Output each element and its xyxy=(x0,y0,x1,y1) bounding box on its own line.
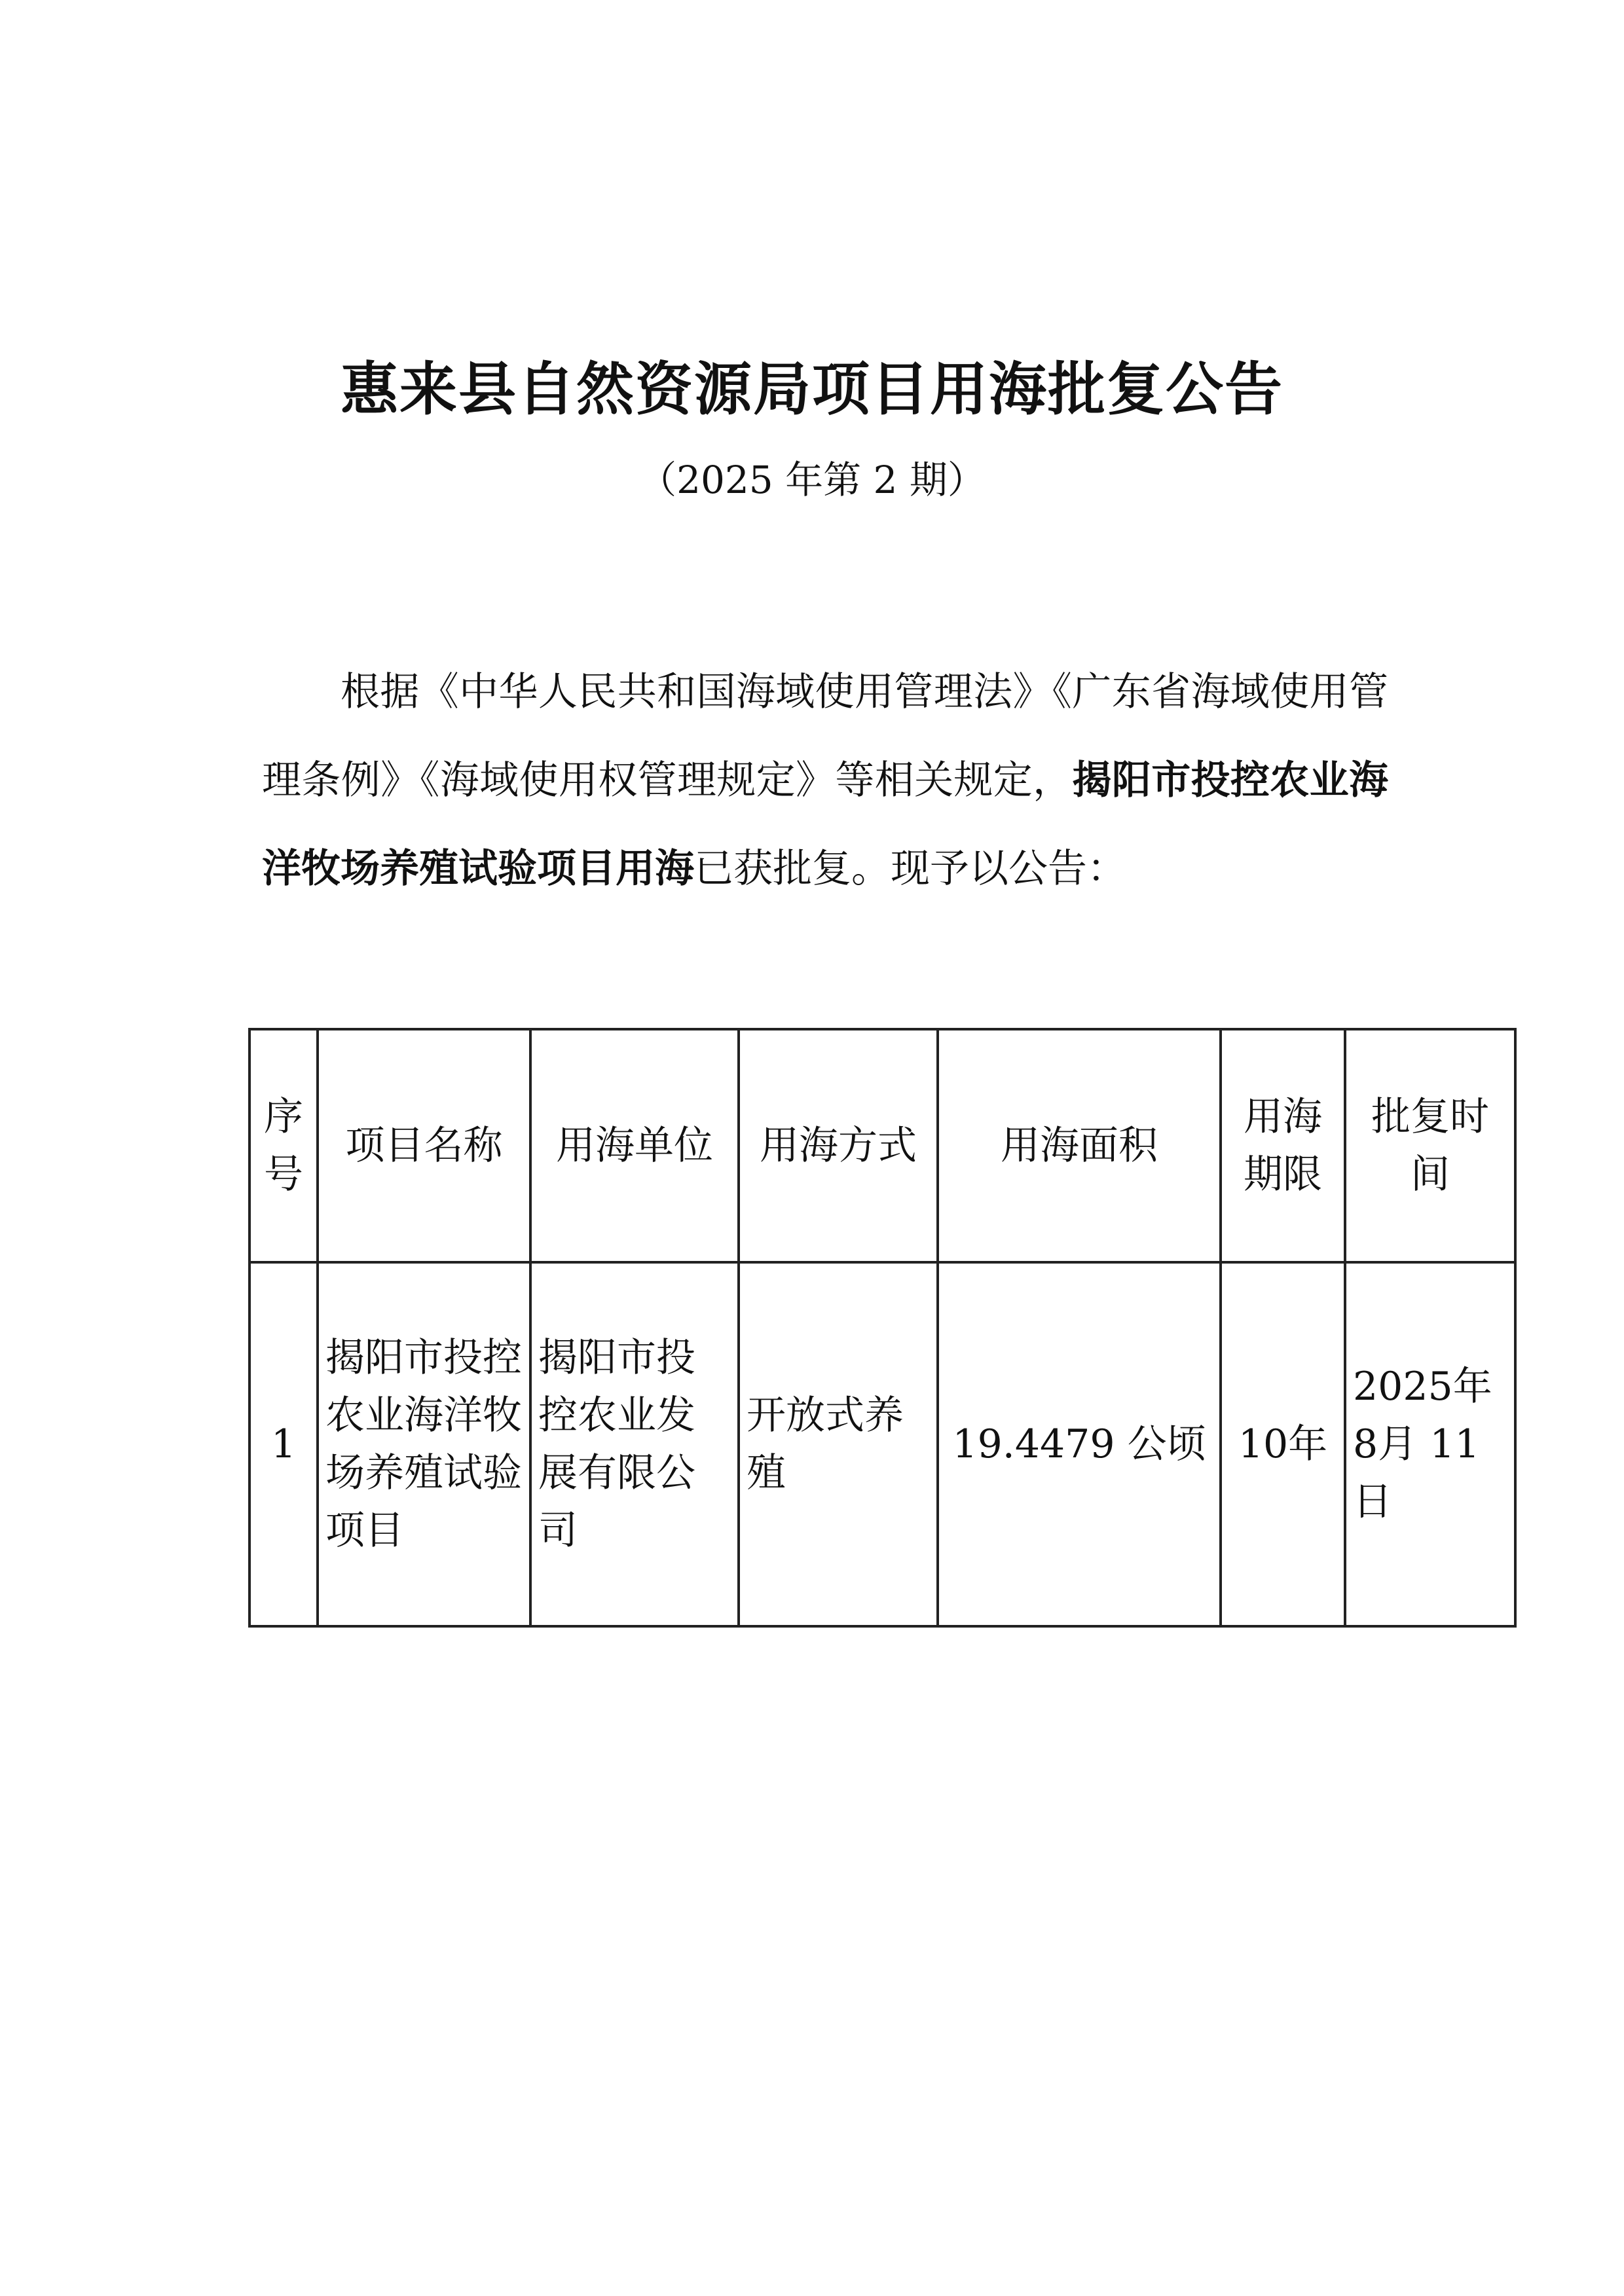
body-text-project-name: 揭阳市投控农业海洋牧场养殖试验项目用海 xyxy=(262,757,1388,892)
table-header-row xyxy=(249,1029,1515,1262)
cell-area: 19.4479 公顷 xyxy=(938,1262,1221,1626)
page-subtitle: （2025 年第 2 期） xyxy=(638,458,986,502)
page-title: 惠来县自然资源局项目用海批复公告 xyxy=(340,355,1283,423)
header-method: 用海方式 xyxy=(739,1029,938,1262)
cell-seq: 1 xyxy=(249,1262,318,1626)
header-sea-user: 用海单位 xyxy=(530,1029,739,1262)
table-row xyxy=(249,1262,1515,1626)
cell-term: 10年 xyxy=(1221,1262,1345,1626)
body-text-before: 根据《中华人民共和国海域使用管理法》《广东省海域使用管理条例》《海域使用权管理规定》等相关规定， xyxy=(262,669,1388,803)
body-text-after: 已获批复。现予以公告： xyxy=(694,846,1126,892)
header-seq: 序号 xyxy=(249,1029,318,1262)
approval-table xyxy=(248,1028,1517,1628)
cell-approval-date: 2025年8月 11 日 xyxy=(1345,1262,1515,1626)
announcement-body xyxy=(262,648,1388,913)
cell-method: 开放式养殖 xyxy=(739,1262,938,1626)
cell-sea-user: 揭阳市投控农业发展有限公司 xyxy=(530,1262,739,1626)
header-project-name: 项目名称 xyxy=(318,1029,530,1262)
header-approval-date: 批复时间 xyxy=(1345,1029,1515,1262)
header-area: 用海面积 xyxy=(938,1029,1221,1262)
header-term: 用海期限 xyxy=(1221,1029,1345,1262)
cell-project-name: 揭阳市投控农业海洋牧场养殖试验项目 xyxy=(318,1262,530,1626)
